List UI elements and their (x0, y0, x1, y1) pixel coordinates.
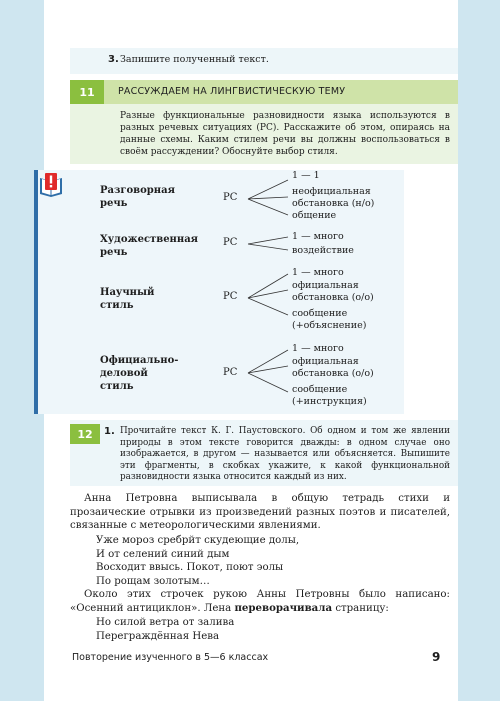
term-artistic (100, 233, 198, 259)
branch-text: официальная обстановка (о/о) (292, 280, 374, 303)
term-line: Разговорная (100, 185, 175, 196)
verse-1 (96, 534, 299, 588)
task-11-badge: 11 (70, 80, 104, 104)
task-3 (70, 48, 458, 74)
branch-text: 1 — много (292, 267, 344, 278)
speech-styles-scheme (0, 170, 458, 414)
branch-text: официальная обстановка (о/о) (292, 356, 374, 379)
verse-line: Восходит ввысь. Покот, поют эолы (96, 562, 284, 573)
pc-label: РС (223, 237, 238, 248)
branch-text: 1 — 1 (292, 170, 320, 181)
verse-2 (96, 616, 234, 643)
paragraph-2-start: Около этих строчек рукою Анны Петровны было написано: «Осенний антициклон». Лена (70, 589, 450, 614)
verse-line: Переграждённая Нева (96, 630, 220, 642)
term-conversational (100, 184, 175, 210)
task-11-heading: РАССУЖДАЕМ НА ЛИНГВИСТИЧЕСКУЮ ТЕМУ (118, 86, 346, 97)
branch-text: 1 — много (292, 231, 344, 242)
paragraph-2-end: страницу: (332, 602, 389, 614)
paragraph-2-bold-word: переворачивала (234, 601, 333, 614)
task-12-body: Прочитайте текст К. Г. Паустовского. Об одном и том же явлении природы в этом тексте говорится дважды: в одном случае оно изображается, в другом — называется или объясняется. Выпишите эти фрагменты, в скобках укажите, к какой функциональной разновидности языка относится каждый из них. (120, 426, 450, 482)
right-margin-strip (458, 0, 500, 701)
task-3-number: 3. (108, 54, 119, 65)
term-line: деловой (100, 368, 148, 379)
branch-text: сообщение (+объяснение) (292, 308, 367, 331)
term-line: Научный (100, 287, 155, 298)
term-line: стиль (100, 381, 134, 392)
branch-text: общение (292, 210, 337, 221)
scheme-accent-bar (34, 170, 38, 414)
term-line: Официально- (100, 355, 179, 366)
warning-book-icon (38, 172, 64, 198)
page-number: 9 (432, 650, 441, 664)
term-scientific (100, 286, 154, 312)
branch-text: сообщение (+инструкция) (292, 384, 367, 407)
paragraph-2 (70, 588, 450, 615)
term-official (100, 354, 178, 393)
term-line: Художественная (100, 234, 199, 245)
branch-text: неофициальная обстановка (н/о) (292, 186, 375, 209)
task-11-heading-bar (104, 80, 458, 104)
pc-label: РС (223, 367, 238, 378)
term-line: речь (100, 198, 128, 209)
footer-section-title: Повторение изученного в 5—6 классах (72, 652, 269, 663)
branch-text: 1 — много (292, 343, 344, 354)
term-line: стиль (100, 300, 134, 311)
verse-line: Но силой ветра от залива (96, 617, 235, 628)
task-12-badge: 12 (70, 424, 100, 444)
pc-label: РС (223, 192, 238, 203)
task-11 (70, 80, 458, 164)
verse-line: Уже мороз сребрйт скудеющие долы, (96, 535, 300, 546)
verse-line: И от селений синий дым (96, 548, 230, 560)
pc-label: РС (223, 291, 238, 302)
task-3-text: Запишите полученный текст. (120, 54, 269, 65)
verse-line: По рощам золотым… (96, 575, 210, 587)
task-12-item-number: 1. (104, 426, 115, 437)
branch-text: воздействие (292, 245, 354, 256)
task-12 (70, 420, 458, 486)
task-11-body: Разные функциональные разновидности языка используются в разных речевых ситуациях (РС). Расскажите об этом, опираясь на данные схемы. Каким стилем речи вы должны воспользоваться в своём рассуждении? Обоснуйте выбор стиля. (120, 111, 450, 157)
term-line: речь (100, 247, 128, 258)
paragraph-1: Анна Петровна выписывала в общую тетрадь стихи и прозаические отрывки из произведений разных поэтов и писателей, связанные с метеорологическими явлениями. (70, 493, 450, 531)
